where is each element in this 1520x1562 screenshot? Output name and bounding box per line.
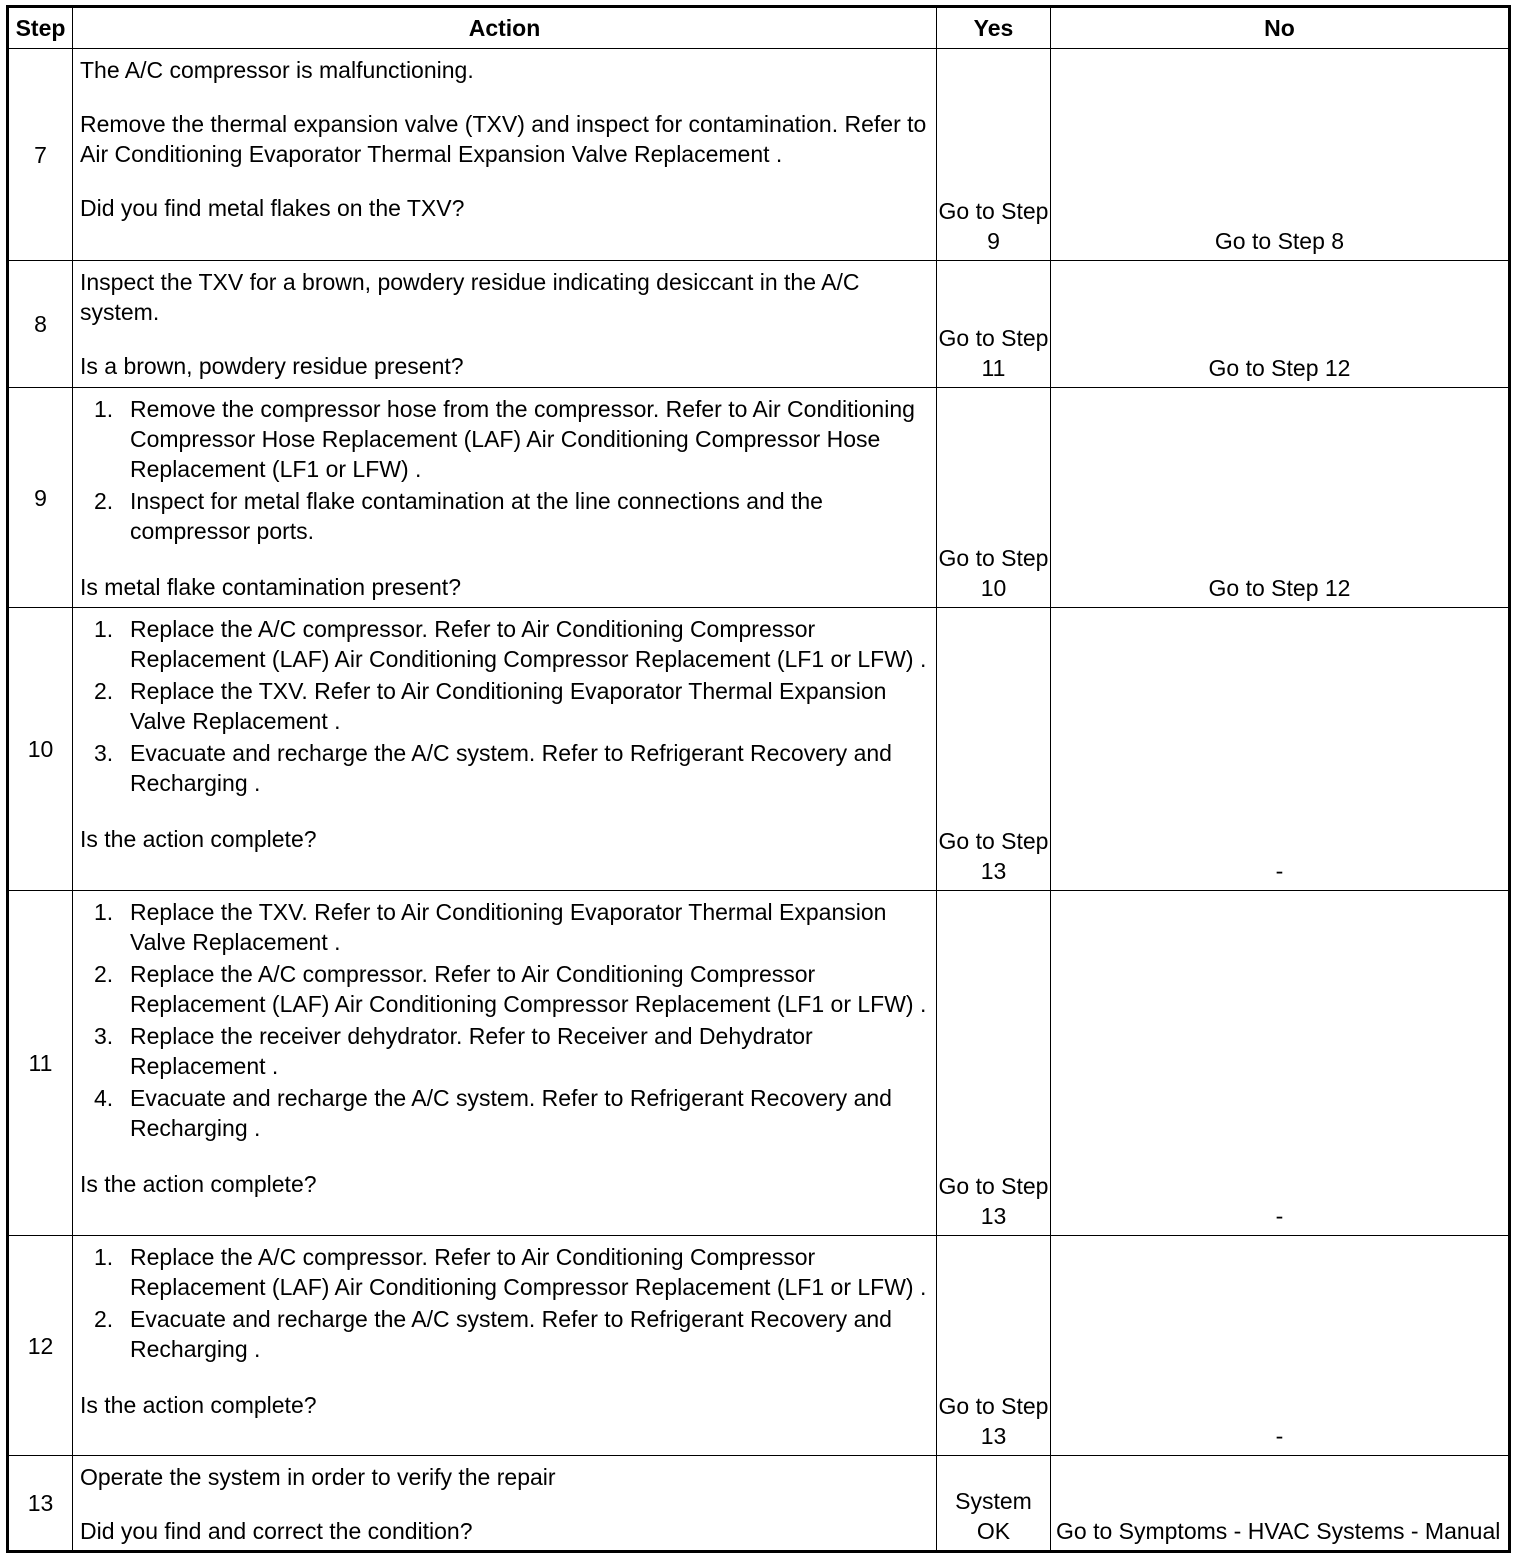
action-question: Did you find metal flakes on the TXV? (80, 195, 465, 221)
action-question: Is metal flake contamination present? (80, 574, 461, 600)
step-number: 7 (8, 49, 73, 261)
header-no: No (1051, 7, 1510, 49)
header-yes: Yes (937, 7, 1051, 49)
table-row (8, 608, 1510, 891)
yes-cell: System OK (937, 1456, 1051, 1552)
table-row (8, 388, 1510, 608)
step-number: 13 (8, 1456, 73, 1552)
list-item: 3. Replace the receiver dehydrator. Refer to Receiver and Dehydrator Replacement . (94, 1023, 813, 1079)
table-header-row (8, 7, 1510, 49)
action-list (80, 897, 930, 1143)
yes-cell: Go to Step 13 (937, 608, 1051, 891)
header-step: Step (8, 7, 73, 49)
table-row (8, 49, 1510, 261)
action-question: Did you find and correct the condition? (80, 1518, 473, 1544)
step-number: 10 (8, 608, 73, 891)
header-action: Action (73, 7, 937, 49)
table-row (8, 261, 1510, 388)
action-cell (73, 49, 937, 261)
table-row (8, 1456, 1510, 1552)
list-item: 4. Evacuate and recharge the A/C system. Refer to Refrigerant Recovery and Recharging . (94, 1085, 892, 1141)
step-number: 8 (8, 261, 73, 388)
action-intro: Inspect the TXV for a brown, powdery residue indicating desiccant in the A/C system. (80, 269, 860, 325)
action-intro: Operate the system in order to verify the repair (80, 1464, 556, 1490)
no-cell: Go to Symptoms - HVAC Systems - Manual (1051, 1456, 1510, 1552)
step-number: 11 (8, 891, 73, 1236)
list-item: 2. Evacuate and recharge the A/C system. Refer to Refrigerant Recovery and Recharging . (94, 1306, 892, 1362)
action-question: Is the action complete? (80, 826, 317, 852)
action-intro: The A/C compressor is malfunctioning. (80, 57, 474, 83)
no-cell: Go to Step 12 (1051, 388, 1510, 608)
list-item: 1. Replace the A/C compressor. Refer to Air Conditioning Compressor Replacement (LAF) Air Conditioning Compressor Replacement (LF1 or LFW) . (94, 616, 927, 672)
list-item: 3. Evacuate and recharge the A/C system. Refer to Refrigerant Recovery and Recharging . (94, 740, 892, 796)
action-cell (73, 1236, 937, 1456)
action-cell (73, 891, 937, 1236)
action-cell (73, 1456, 937, 1552)
list-item: 1. Replace the A/C compressor. Refer to Air Conditioning Compressor Replacement (LAF) Air Conditioning Compressor Replacement (LF1 or LFW) . (94, 1244, 927, 1300)
step-number: 9 (8, 388, 73, 608)
step-number: 12 (8, 1236, 73, 1456)
no-cell: - (1051, 1236, 1510, 1456)
yes-cell: Go to Step 10 (937, 388, 1051, 608)
list-item: 2. Replace the A/C compressor. Refer to Air Conditioning Compressor Replacement (LAF) Air Conditioning Compressor Replacement (LF1 or LFW) . (94, 961, 927, 1017)
diagnostic-table-wrapper (6, 5, 1511, 1553)
list-item: 2. Replace the TXV. Refer to Air Conditioning Evaporator Thermal Expansion Valve Replacement . (94, 678, 887, 734)
action-list (80, 614, 930, 798)
list-item: 2. Inspect for metal flake contamination at the line connections and the compressor ports. (94, 488, 823, 544)
no-cell: - (1051, 891, 1510, 1236)
action-question: Is the action complete? (80, 1392, 317, 1418)
list-item: 1. Remove the compressor hose from the compressor. Refer to Air Conditioning Compressor Hose Replacement (LAF) Air Conditioning Compressor Hose Replacement (LF1 or LFW) . (94, 396, 915, 482)
yes-cell: Go to Step 9 (937, 49, 1051, 261)
action-list (80, 1242, 930, 1364)
action-list (80, 394, 930, 546)
action-cell (73, 388, 937, 608)
action-question: Is the action complete? (80, 1171, 317, 1197)
action-cell (73, 261, 937, 388)
diagnostic-table (6, 5, 1511, 1553)
yes-cell: Go to Step 13 (937, 891, 1051, 1236)
list-item: 1. Replace the TXV. Refer to Air Conditioning Evaporator Thermal Expansion Valve Replacement . (94, 899, 887, 955)
no-cell: Go to Step 12 (1051, 261, 1510, 388)
no-cell: - (1051, 608, 1510, 891)
action-question: Is a brown, powdery residue present? (80, 353, 464, 379)
yes-cell: Go to Step 13 (937, 1236, 1051, 1456)
action-text: Remove the thermal expansion valve (TXV) and inspect for contamination. Refer to Air Conditioning Evaporator Thermal Expansion Valve Replacement . (80, 111, 927, 167)
table-row (8, 891, 1510, 1236)
yes-cell: Go to Step 11 (937, 261, 1051, 388)
no-cell: Go to Step 8 (1051, 49, 1510, 261)
action-cell (73, 608, 937, 891)
table-row (8, 1236, 1510, 1456)
